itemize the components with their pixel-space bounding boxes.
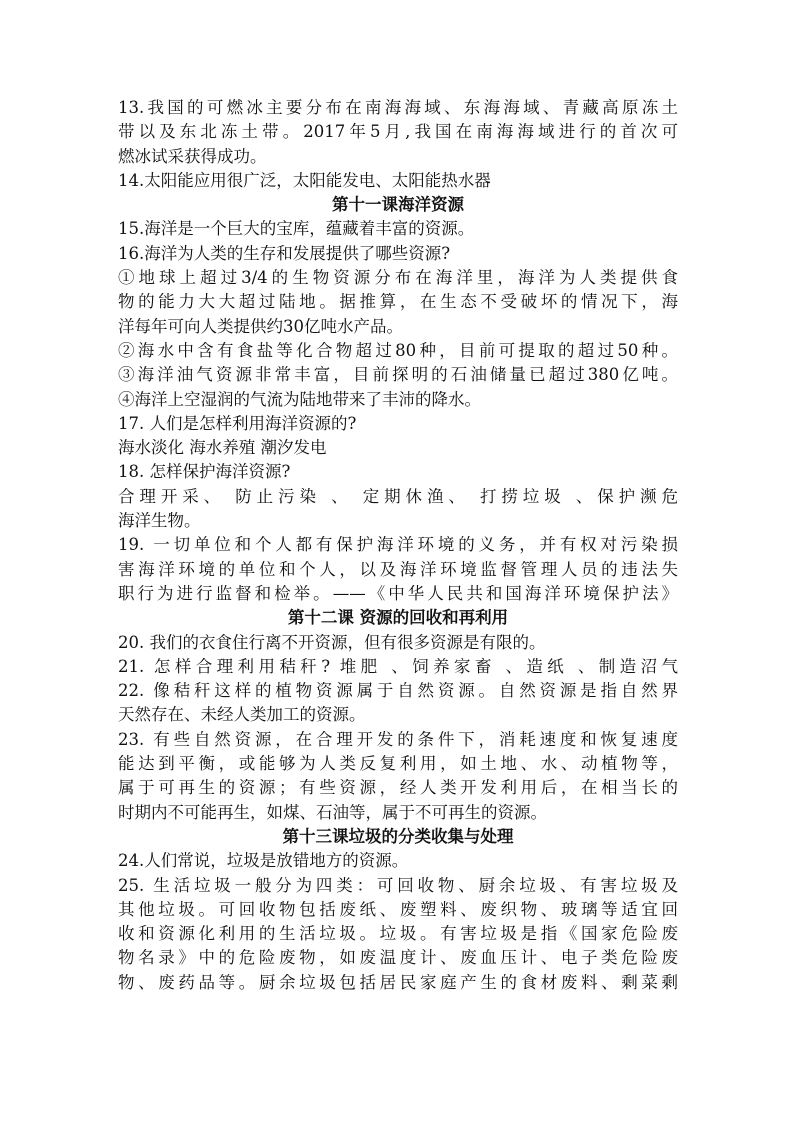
text-line: 职行为进行监督和检举。——《中华人民共和国海洋环境保护法》 [118,583,678,603]
document-page [118,96,678,995]
text-line: 物的能力大大超过陆地。据推算，在生态不受破坏的情况下，海 [118,292,678,312]
text-line: 带以及东北冻土带。2017年5月,我国在南海海域进行的首次可 [118,122,678,142]
text-line: 合理开采、 防止污染 、 定期休渔、 打捞垃圾 、保护濒危 [118,486,678,506]
text-line: 物名录》中的危险废物，如废温度计、废血压计、电子类危险废 [118,948,678,968]
text-line: 天然存在、未经人类加工的资源。 [118,705,366,725]
section-heading: 第十二课 资源的回收和再利用 [287,608,509,628]
text-line: 15.海洋是一个巨大的宝库，蕴藏着丰富的资源。 [118,219,475,239]
text-line: 海洋生物。 [118,511,201,531]
text-line: 属于可再生的资源；有些资源，经人类开发利用后，在相当长的 [118,778,678,798]
text-line: 洋每年可向人类提供约30亿吨水产品。 [118,316,403,336]
text-line: ③海洋油气资源非常丰富，目前探明的石油储量已超过380亿吨。 [118,365,678,385]
text-line: 24.人们常说，垃圾是放错地方的资源。 [118,851,409,871]
text-line: 21. 怎样合理利用秸秆? 堆肥 、饲养家畜 、造纸 、制造沼气 [118,656,678,676]
text-line: 14.太阳能应用很广泛，太阳能发电、太阳能热水器 [118,170,491,190]
section-heading: 第十一课海洋资源 [332,195,464,215]
text-line: 时期内不可能再生，如煤、石油等，属于不可再生的资源。 [118,802,547,822]
text-line: 18. 怎样保护海洋资源? [118,462,291,482]
text-line: ②海水中含有食盐等化合物超过80种，目前可提取的超过50种。 [118,340,678,360]
text-line: 害海洋环境的单位和个人，以及海洋环境监督管理人员的违法失 [118,559,678,579]
text-line: 收和资源化利用的生活垃圾。垃圾。有害垃圾是指《国家危险废 [118,924,678,944]
section-heading: 第十三课垃圾的分类收集与处理 [282,826,514,846]
text-line: ④海洋上空湿润的气流为陆地带来了丰沛的降水。 [118,389,481,409]
text-line: 能达到平衡，或能够为人类反复利用，如土地、水、动植物等， [118,754,678,774]
text-line: 25. 生活垃圾一般分为四类：可回收物、厨余垃圾、有害垃圾及 [118,875,678,895]
text-line: 22. 像秸秆这样的植物资源属于自然资源。自然资源是指自然界 [118,681,678,701]
text-line: 燃冰试采获得成功。 [118,146,267,166]
text-line: 17. 人们是怎样利用海洋资源的? [118,413,357,433]
text-line: 19. 一切单位和个人都有保护海洋环境的义务，并有权对污染损 [118,535,678,555]
text-line: 16.海洋为人类的生存和发展提供了哪些资源? [118,243,451,263]
text-line: 物、废药品等。厨余垃圾包括居民家庭产生的食材废料、剩菜剩 [118,972,678,992]
text-line: ①地球上超过3/4的生物资源分布在海洋里，海洋为人类提供食 [118,268,678,288]
text-line: 其他垃圾。可回收物包括废纸、废塑料、废织物、玻璃等适宜回 [118,899,678,919]
text-line: 海水淡化 海水养殖 潮汐发电 [118,438,327,458]
text-line: 20. 我们的衣食住行离不开资源，但有很多资源是有限的。 [118,632,546,652]
text-line: 23. 有些自然资源，在合理开发的条件下，消耗速度和恢复速度 [118,729,678,749]
text-line: 13.我国的可燃冰主要分布在南海海域、东海海域、青藏高原冻土 [118,98,678,117]
